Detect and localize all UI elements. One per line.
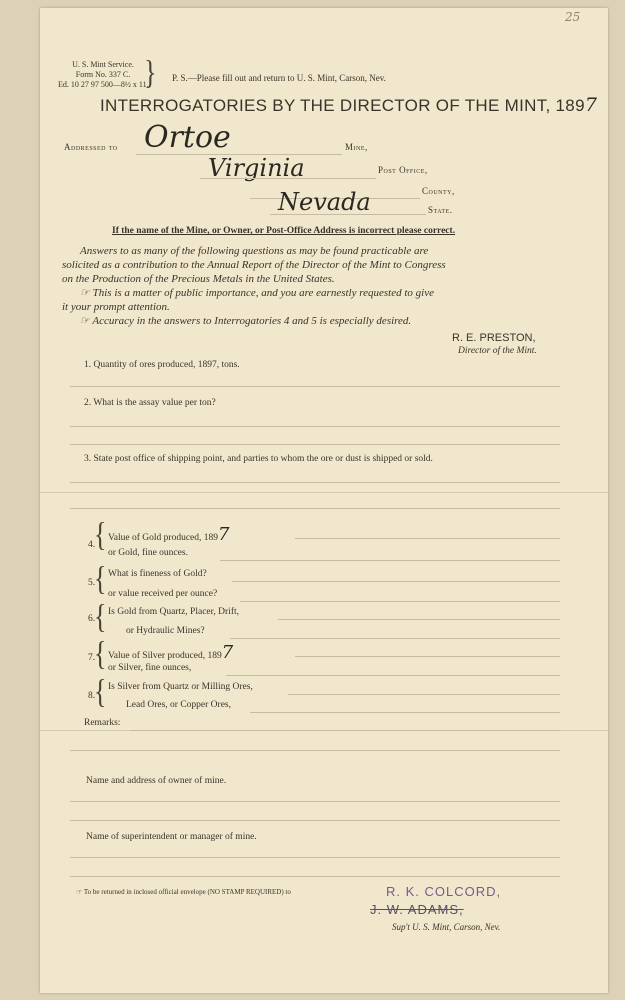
question-7a-text: Value of Silver produced, 189: [108, 651, 222, 661]
question-1: 1. Quantity of ores produced, 1897, tons.: [84, 360, 240, 370]
question-4-number: 4.: [88, 540, 96, 550]
question-6b: or Hydraulic Mines?: [126, 626, 205, 636]
question-3: 3. State post office of shipping point, and parties to whom the ore or dust is shipped or sold.: [84, 454, 433, 464]
intro-line: solicited as a contribution to the Annual Report of the Director of the Mint to Congress: [62, 259, 446, 271]
title-text: INTERROGATORIES BY THE DIRECTOR OF THE MINT, 189: [100, 96, 585, 115]
brace: {: [94, 515, 107, 554]
director-name: R. E. PRESTON,: [452, 332, 536, 344]
question-2: 2. What is the assay value per ton?: [84, 398, 216, 408]
brace: {: [94, 634, 107, 673]
intro-line: Answers to as many of the following questions as may be found practicable are: [80, 245, 429, 257]
question-5-number: 5.: [88, 578, 96, 588]
question-4a-text: Value of Gold produced, 189: [108, 533, 219, 543]
question-6-number: 6.: [88, 614, 96, 624]
addressed-to-label: Addressed to: [64, 142, 118, 152]
intro-line: on the Production of the Precious Metals in the United States.: [62, 273, 335, 285]
colcord-stamp: R. K. COLCORD,: [386, 884, 502, 899]
intro-line: it your prompt attention.: [62, 301, 170, 313]
correction-notice: If the name of the Mine, or Owner, or Post-Office Address is incorrect please correct.: [112, 226, 456, 236]
superintendent-question: Name of superintendent or manager of mine.: [86, 832, 257, 842]
question-7-number: 7.: [88, 653, 96, 663]
mine-name-handwritten: Ortoe: [144, 120, 231, 155]
ps-note: P. S.—Please fill out and return to U. S. Mint, Carson, Nev.: [172, 73, 386, 83]
intro-line: ☞ Accuracy in the answers to Interrogatories 4 and 5 is especially desired.: [80, 315, 412, 327]
form-sheet: [40, 8, 608, 993]
title-year-handwritten: 7: [584, 94, 598, 116]
question-7a-year-handwritten: 7: [221, 642, 234, 663]
page-number: 25: [565, 10, 581, 24]
form-id-line: Form No. 337 C.: [75, 70, 131, 79]
brace: }: [144, 53, 157, 92]
intro-paragraph: [62, 244, 446, 328]
question-8a: Is Silver from Quartz or Milling Ores,: [108, 682, 253, 692]
question-4b: or Gold, fine ounces.: [108, 548, 188, 558]
county-label: County,: [422, 186, 455, 196]
brace: {: [94, 672, 107, 711]
remarks-label: Remarks:: [84, 718, 121, 728]
question-5b: or value received per ounce?: [108, 589, 218, 599]
form-title: [100, 94, 597, 116]
fold-line: [40, 492, 608, 493]
question-7b: or Silver, fine ounces,: [108, 663, 192, 673]
question-8b: Lead Ores, or Copper Ores,: [126, 700, 231, 710]
form-id-block: [58, 60, 148, 90]
state-handwritten: Nevada: [278, 188, 371, 216]
mine-label: Mine,: [345, 142, 368, 152]
owner-question: Name and address of owner of mine.: [86, 776, 227, 786]
question-7a: [108, 642, 233, 663]
superintendent-title: Sup't U. S. Mint, Carson, Nev.: [392, 922, 501, 932]
return-note: ☞ To be returned in inclosed official envelope (NO STAMP REQUIRED) to: [76, 888, 291, 896]
brace: {: [94, 597, 107, 636]
director-title: Director of the Mint.: [458, 346, 537, 356]
question-4a: [108, 524, 229, 545]
form-id-line: Ed. 10 27 97 500—8½ x 11.: [58, 80, 149, 89]
question-4a-year-handwritten: 7: [218, 524, 230, 545]
question-8-number: 8.: [88, 691, 96, 701]
post-office-handwritten: Virginia: [208, 154, 305, 182]
intro-line: ☞ This is a matter of public importance, and you are earnestly requested to give: [80, 287, 434, 299]
question-5a: What is fineness of Gold?: [108, 569, 207, 579]
state-label: State.: [428, 205, 453, 215]
question-6a: Is Gold from Quartz, Placer, Drift,: [108, 607, 239, 617]
brace: {: [94, 559, 107, 598]
struck-name: J. W. ADAMS,: [370, 902, 464, 917]
post-office-label: Post Office,: [378, 165, 428, 175]
form-id-line: U. S. Mint Service.: [72, 60, 134, 69]
